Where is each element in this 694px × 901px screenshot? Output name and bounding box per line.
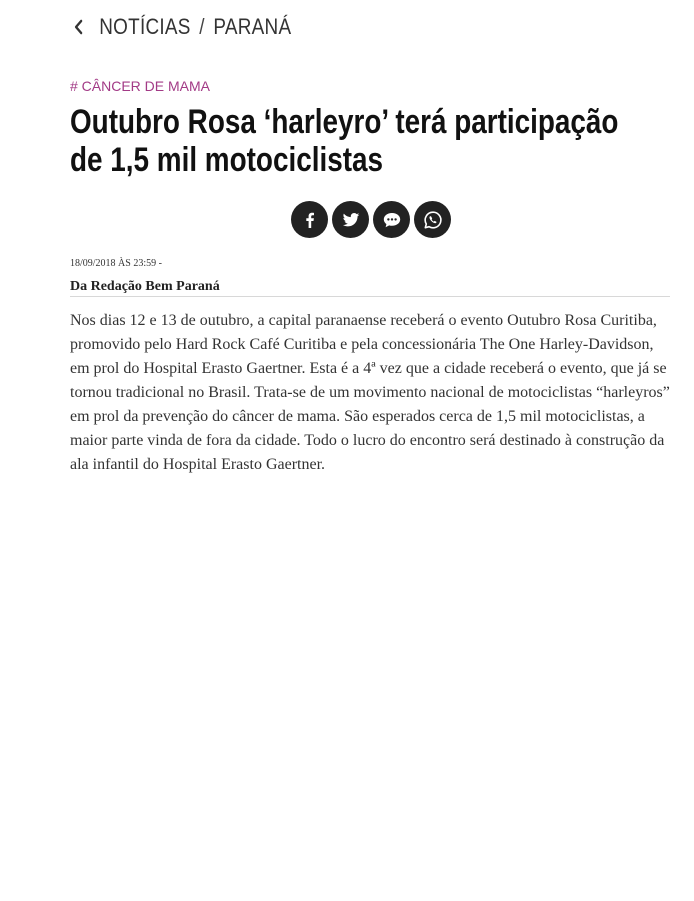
breadcrumb-separator: / — [199, 14, 205, 39]
comment-icon — [382, 211, 402, 229]
breadcrumb-section-link[interactable]: NOTÍCIAS — [99, 14, 191, 39]
whatsapp-icon — [423, 210, 443, 230]
facebook-icon — [301, 211, 319, 229]
divider — [70, 296, 670, 297]
whatsapp-share-button[interactable] — [414, 201, 451, 238]
article-date: 18/09/2018 ÀS 23:59 - — [70, 258, 162, 269]
article-tag-link[interactable]: # CÂNCER DE MAMA — [70, 78, 211, 94]
breadcrumb — [70, 10, 291, 44]
article-author: Da Redação Bem Paraná — [70, 279, 220, 294]
back-button[interactable] — [70, 15, 87, 39]
chevron-left-icon — [73, 19, 83, 35]
breadcrumb-subsection-link[interactable]: PARANÁ — [213, 14, 292, 39]
article-title: Outubro Rosa ‘harleyro’ terá participação de 1,5 mil motociclistas — [70, 103, 619, 179]
facebook-share-button[interactable] — [291, 201, 328, 238]
comment-share-button[interactable] — [373, 201, 410, 238]
twitter-icon — [342, 211, 360, 229]
twitter-share-button[interactable] — [332, 201, 369, 238]
article-body: Nos dias 12 e 13 de outubro, a capital paranaense receberá o evento Outubro Rosa Curitiba, promovido pelo Hard Rock Café Curitiba e pela concessionária The One Harley-Davidson, em prol do Hospital Erasto Gaertner. Esta é a 4ª vez que a cidade receberá o evento, que já se tornou tradicional no Brasil. Trata-se de um movimento nacional de motociclistas “harleyros” em prol da prevenção do câncer de mama. São esperados cerca de 1,5 mil motociclistas, a maior parte vinda de fora da cidade. Todo o lucro do encontro será destinado à construção da ala infantil do Hospital Erasto Gaertner. — [70, 312, 670, 473]
share-bar — [291, 201, 451, 238]
